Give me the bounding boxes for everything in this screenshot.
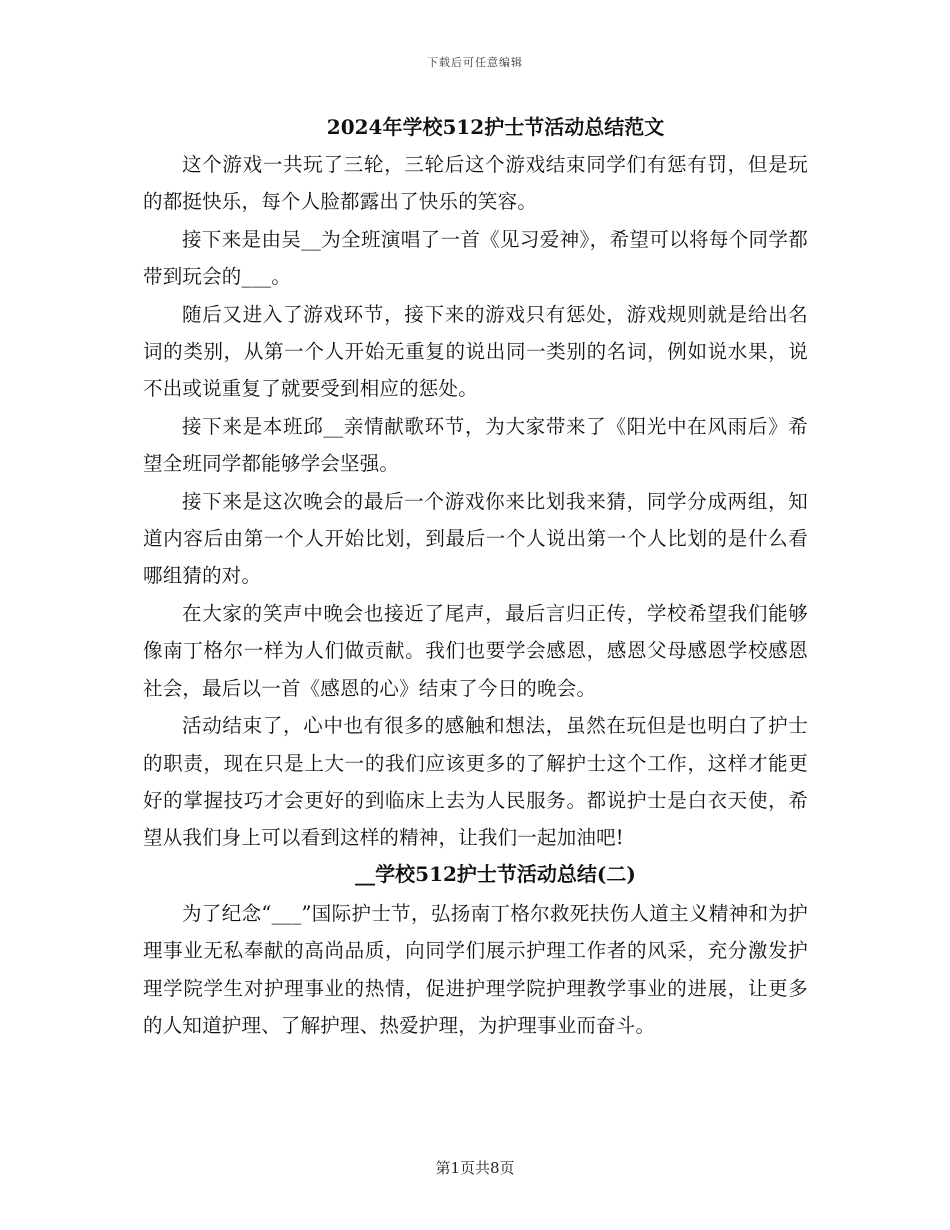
paragraph: 接下来是由吴__为全班演唱了一首《见习爱神》，希望可以将每个同学都带到玩会的___。 bbox=[143, 227, 808, 289]
paragraph: 接下来是本班邱__亲情献歌环节，为大家带来了《阳光中在风雨后》希望全班同学都能够学会坚强。 bbox=[143, 414, 808, 476]
paragraph: 活动结束了，心中也有很多的感触和想法，虽然在玩但是也明白了护士的职责，现在只是上大一的我们应该更多的了解护士这个工作，这样才能更好的掌握技巧才会更好的到临床上去为人民服务。都说护士是白衣天使，希望从我们身上可以看到这样的精神，让我们一起加油吧! bbox=[143, 714, 808, 850]
paragraph: 为了纪念“___”国际护士节，弘扬南丁格尔救死扶伤人道主义精神和为护理事业无私奉献的高尚品质，向同学们展示护理工作者的风采，充分激发护理学院学生对护理事业的热情，促进护理学院护理教学事业的进展，让更多的人知道护理、了解护理、热爱护理，为护理事业而奋斗。 bbox=[143, 901, 808, 1037]
page-number: 第1页共8页 bbox=[435, 1159, 515, 1177]
document-body bbox=[143, 110, 808, 1044]
section-title: __学校512护士节活动总结(二) bbox=[355, 861, 636, 886]
paragraph: 接下来是这次晚会的最后一个游戏你来比划我来猜，同学分成两组，知道内容后由第一个人开始比划，到最后一个人说出第一个人比划的是什么看哪组猜的对。 bbox=[143, 489, 808, 588]
page-header-note: 下载后可任意编辑 bbox=[427, 56, 523, 69]
paragraph: 随后又进入了游戏环节，接下来的游戏只有惩处，游戏规则就是给出名词的类别，从第一个人开始无重复的说出同一类别的名词，例如说水果，说不出或说重复了就要受到相应的惩处。 bbox=[143, 302, 808, 401]
paragraph: 在大家的笑声中晚会也接近了尾声，最后言归正传，学校希望我们能够像南丁格尔一样为人们做贡献。我们也要学会感恩，感恩父母感恩学校感恩社会，最后以一首《感恩的心》结束了今日的晚会。 bbox=[143, 601, 808, 700]
paragraph: 这个游戏一共玩了三轮，三轮后这个游戏结束同学们有惩有罚，但是玩的都挺快乐，每个人脸都露出了快乐的笑容。 bbox=[143, 153, 808, 214]
document-title: 2024年学校512护士节活动总结范文 bbox=[326, 115, 665, 139]
